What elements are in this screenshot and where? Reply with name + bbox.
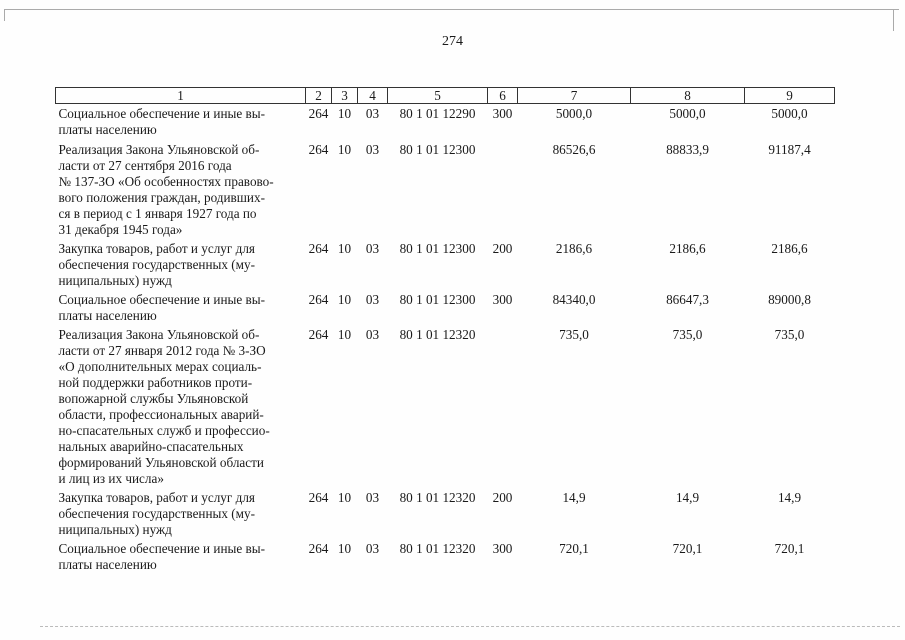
table-row: [56, 104, 835, 140]
header-col-4: 4: [358, 88, 388, 104]
description-line: платы населению: [58, 122, 157, 137]
cell-rzd: 264: [308, 292, 329, 307]
description-line: вого положения граждан, родивших-: [58, 190, 265, 205]
header-col-6: 6: [488, 88, 518, 104]
description-line: Закупка товаров, работ и услуг для: [58, 490, 255, 505]
cell-vr: [488, 139, 518, 239]
cell-amount-3: 89000,8: [768, 292, 811, 307]
description-line: Социальное обеспечение и иные вы-: [58, 541, 265, 556]
header-col-3: 3: [332, 88, 358, 104]
cell-amount-1: 86526,6: [552, 142, 596, 157]
cell-amount-1: 5000,0: [555, 106, 593, 121]
table-row: [56, 488, 835, 539]
cell-vr: 300: [492, 541, 513, 556]
cell-rzd: 264: [308, 106, 329, 121]
page-frame-right: [893, 9, 894, 31]
cell-vr: [488, 325, 518, 488]
description-line: ся в период с 1 января 1927 года по: [58, 206, 257, 221]
cell-amount-2: 86647,3: [666, 292, 709, 307]
description-line: области, профессиональных аварий-: [58, 407, 264, 422]
description-line: Реализация Закона Ульяновской об-: [58, 327, 260, 342]
cell-razdel: 10: [337, 142, 352, 157]
cell-amount-1: 14,9: [562, 490, 586, 505]
page-number: 274: [442, 34, 463, 49]
table-row: [56, 239, 835, 290]
table-row: [56, 325, 835, 488]
cell-razdel: 10: [337, 490, 352, 505]
description-line: нальных аварийно-спасательных: [58, 439, 244, 454]
description-line: Закупка товаров, работ и услуг для: [58, 241, 255, 256]
description-line: платы населению: [58, 557, 157, 572]
cell-amount-3: 2186,6: [771, 241, 808, 256]
row-description: [56, 104, 306, 140]
page-frame-top: [4, 9, 899, 10]
row-description: [56, 290, 306, 325]
cell-amount-2: 14,9: [675, 490, 700, 505]
cell-podrazdel: 03: [365, 142, 380, 157]
cell-razdel: 10: [337, 241, 352, 256]
cell-rzd: 264: [308, 490, 329, 505]
cell-amount-3: 5000,0: [771, 106, 808, 121]
cell-podrazdel: 03: [365, 541, 380, 556]
cell-rzd: 264: [308, 541, 329, 556]
header-col-9: 9: [745, 88, 835, 104]
description-line: вопожарной службы Ульяновской: [58, 391, 249, 406]
description-line: и лиц из их числа»: [58, 471, 164, 486]
cell-rzd: 264: [308, 142, 329, 157]
description-line: но-спасательных служб и профессио-: [58, 423, 270, 438]
cell-amount-2: 5000,0: [669, 106, 706, 121]
row-description: [56, 239, 306, 290]
description-line: «О дополнительных мерах социаль-: [58, 359, 262, 374]
cell-csr: 80 1 01 12320: [399, 490, 476, 505]
description-line: Социальное обеспечение и иные вы-: [58, 106, 265, 121]
table-row: [56, 539, 835, 574]
header-col-7: 7: [518, 88, 631, 104]
budget-table: [55, 87, 835, 574]
row-description: [56, 139, 306, 239]
description-line: обеспечения государственных (му-: [58, 257, 256, 272]
description-line: платы населению: [58, 308, 157, 323]
cell-amount-3: 91187,4: [768, 142, 811, 157]
cell-razdel: 10: [337, 292, 352, 307]
cell-razdel: 10: [337, 541, 352, 556]
table-row: [56, 139, 835, 239]
cell-amount-3: 14,9: [777, 490, 802, 505]
cell-amount-1: 735,0: [559, 327, 589, 342]
row-description: [56, 325, 306, 488]
cell-csr: 80 1 01 12300: [399, 142, 476, 157]
header-col-8: 8: [631, 88, 745, 104]
cell-amount-2: 735,0: [672, 327, 703, 342]
cell-csr: 80 1 01 12290: [399, 106, 476, 121]
cell-amount-2: 88833,9: [666, 142, 709, 157]
description-line: ласти от 27 января 2012 года № 3-ЗО: [58, 343, 266, 358]
cell-csr: 80 1 01 12300: [399, 241, 476, 256]
description-line: формирований Ульяновской области: [58, 455, 264, 470]
cell-rzd: 264: [308, 241, 329, 256]
cell-podrazdel: 03: [365, 490, 380, 505]
cell-vr: 200: [492, 241, 513, 256]
cell-vr: 300: [492, 292, 513, 307]
cell-amount-2: 2186,6: [669, 241, 706, 256]
table-body: [56, 104, 835, 575]
cell-amount-1: 720,1: [559, 541, 589, 556]
row-description: [56, 539, 306, 574]
header-col-5: 5: [388, 88, 488, 104]
header-col-2: 2: [306, 88, 332, 104]
cell-amount-2: 720,1: [672, 541, 703, 556]
cell-amount-1: 2186,6: [555, 241, 593, 256]
cell-vr: 200: [492, 490, 513, 505]
header-row: [56, 88, 835, 104]
cell-csr: 80 1 01 12300: [399, 292, 476, 307]
cell-rzd: 264: [308, 327, 329, 342]
description-line: ласти от 27 сентября 2016 года: [58, 158, 232, 173]
description-line: ниципальных) нужд: [58, 273, 172, 288]
cell-podrazdel: 03: [365, 292, 380, 307]
cell-amount-1: 84340,0: [552, 292, 596, 307]
cell-amount-3: 720,1: [774, 541, 805, 556]
cell-csr: 80 1 01 12320: [399, 541, 476, 556]
cell-podrazdel: 03: [365, 106, 380, 121]
cell-podrazdel: 03: [365, 327, 380, 342]
description-line: ной поддержки работников проти-: [58, 375, 253, 390]
cell-razdel: 10: [337, 327, 352, 342]
scan-edge-noise: [40, 626, 900, 630]
cell-csr: 80 1 01 12320: [399, 327, 476, 342]
cell-razdel: 10: [337, 106, 352, 121]
description-line: № 137-ЗО «Об особенностях правово-: [58, 174, 274, 189]
description-line: Реализация Закона Ульяновской об-: [58, 142, 260, 157]
description-line: 31 декабря 1945 года»: [58, 222, 183, 237]
cell-vr: 300: [492, 106, 513, 121]
description-line: обеспечения государственных (му-: [58, 506, 256, 521]
description-line: Социальное обеспечение и иные вы-: [58, 292, 265, 307]
page-frame-left: [4, 9, 5, 21]
row-description: [56, 488, 306, 539]
cell-podrazdel: 03: [365, 241, 380, 256]
description-line: ниципальных) нужд: [58, 522, 172, 537]
cell-amount-3: 735,0: [774, 327, 805, 342]
header-col-1: 1: [56, 88, 306, 104]
table-row: [56, 290, 835, 325]
